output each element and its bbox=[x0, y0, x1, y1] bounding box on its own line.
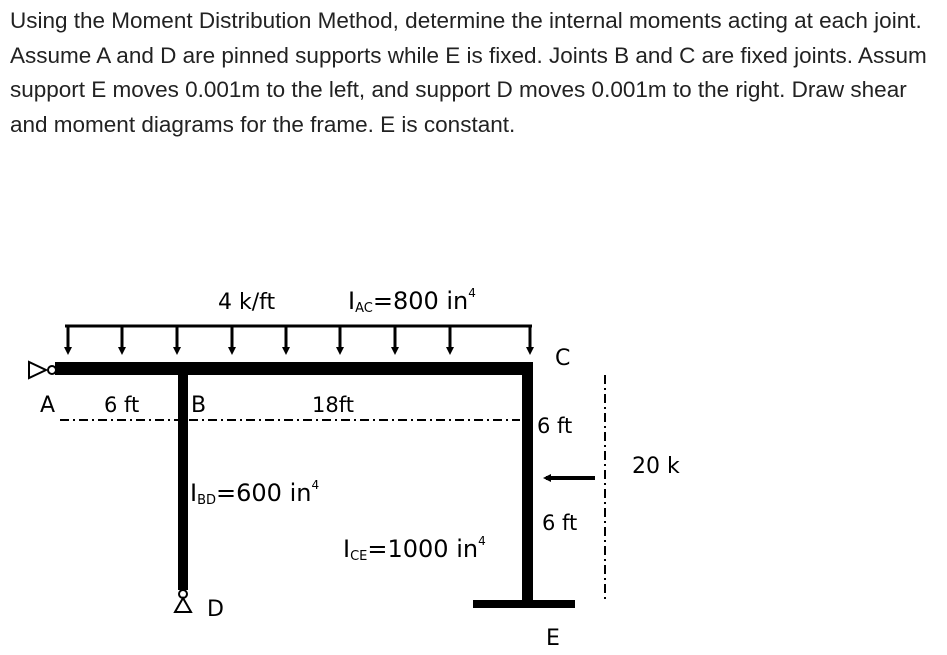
dim-load-e-label: 6 ft bbox=[542, 511, 578, 535]
point-load-label: 20 k bbox=[632, 454, 680, 479]
column-ce bbox=[522, 362, 533, 604]
joint-a-label: A bbox=[40, 393, 56, 418]
joint-d-label: D bbox=[207, 597, 224, 622]
i-ac-label: IAC=800 $in^4$ bbox=[348, 286, 476, 316]
i-ce-label: ICE=1000 $in^4$ bbox=[343, 534, 486, 564]
joint-b-label: B bbox=[191, 393, 207, 418]
distributed-load bbox=[65, 326, 532, 352]
joint-e-label: E bbox=[546, 626, 560, 651]
dim-ab-label: 6 ft bbox=[104, 393, 140, 417]
pin-support-a bbox=[29, 362, 56, 378]
dim-c-load-label: 6 ft bbox=[537, 414, 573, 438]
dim-bc-label: 18ft bbox=[312, 393, 354, 417]
joint-c-label: C bbox=[555, 346, 571, 371]
column-bd bbox=[178, 362, 188, 590]
problem-statement: Using the Moment Distribution Method, determine the internal moments acting at each joint. Assume A and D are pinned supports while E is fixed. Joints B and C are fixed joints. Assum support E moves 0.001m to the left, and support D moves 0.001m to the right. Draw shear and moment diagrams for the frame. E is constant. bbox=[10, 8, 927, 137]
load-label: 4 k/ft bbox=[218, 290, 276, 315]
i-bd-label: IBD=600 $in^4$ bbox=[190, 478, 320, 508]
beam-ac bbox=[55, 362, 533, 375]
pin-support-d bbox=[175, 590, 191, 612]
fixed-support-e bbox=[473, 600, 575, 608]
